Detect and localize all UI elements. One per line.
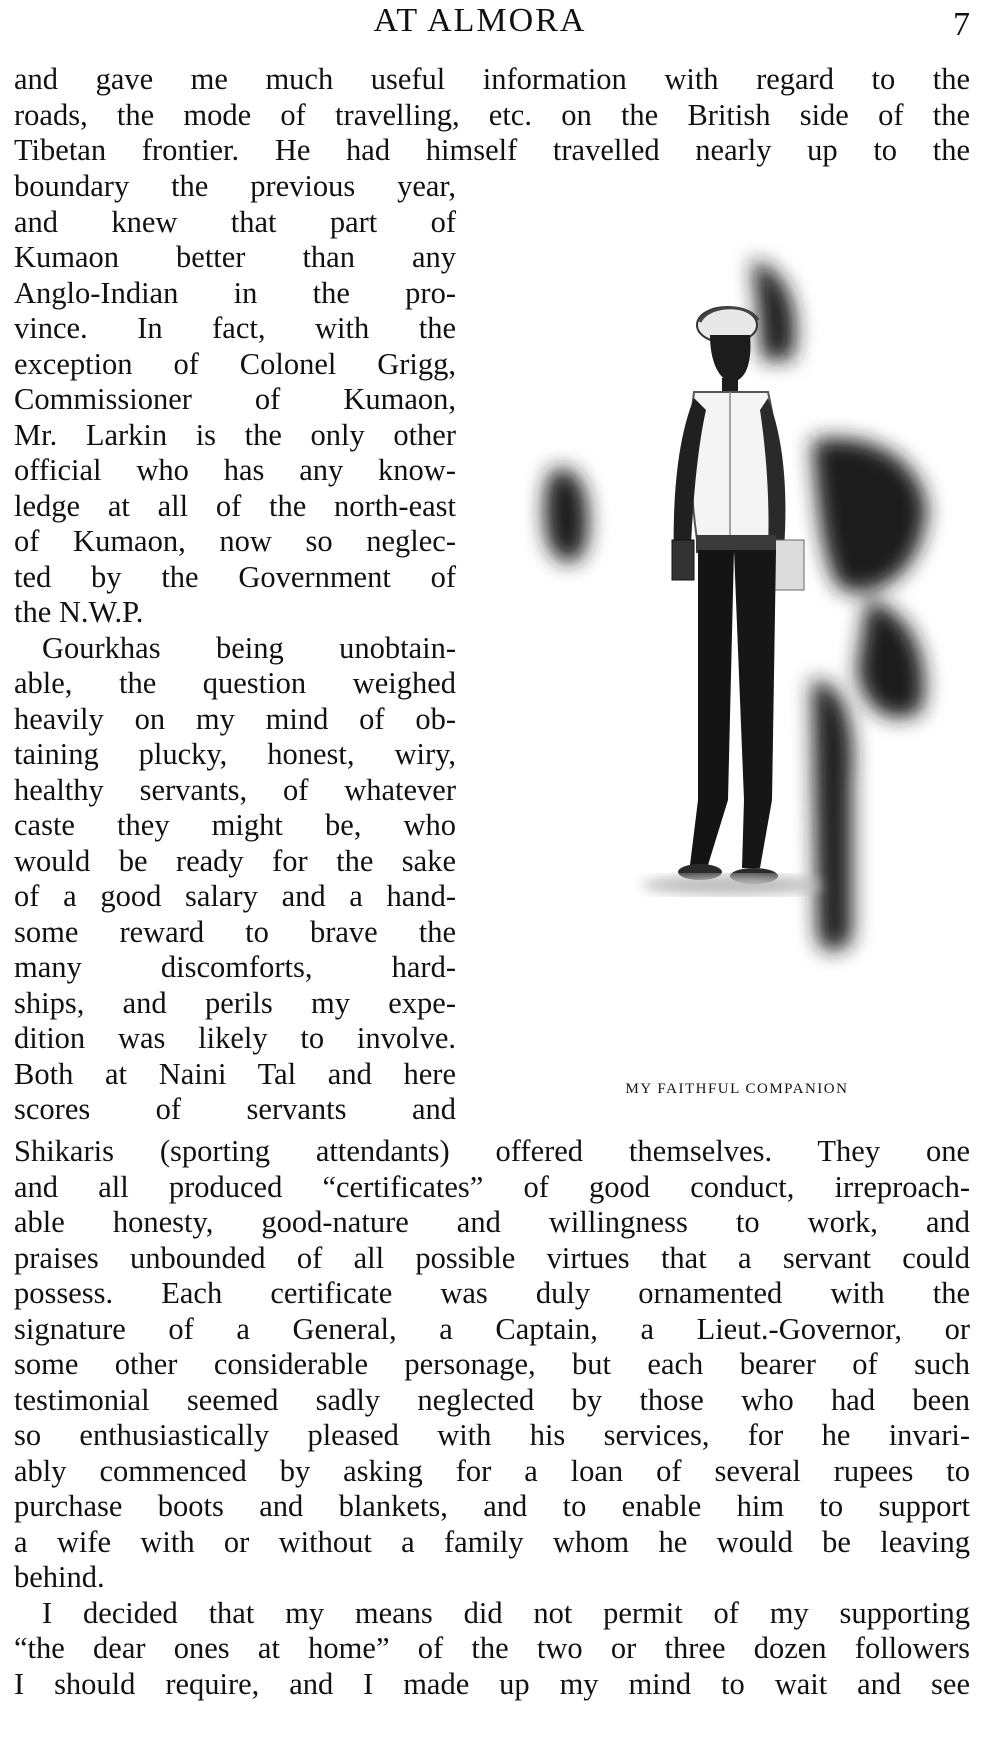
- text-line: vince. In fact, with the: [14, 311, 456, 345]
- figure-caption: MY FAITHFUL COMPANION: [625, 1081, 849, 1097]
- text-line: Tibetan frontier. He had himself travelled nearly up to the: [14, 133, 970, 167]
- left-column-text: [14, 169, 456, 1128]
- text-line: I should require, and I made up my mind to wait and see: [14, 1666, 970, 1701]
- text-line: Mr. Larkin is the only other: [14, 417, 456, 452]
- text-line: behind.: [14, 1560, 105, 1594]
- bottom-paragraph: [14, 1134, 970, 1702]
- text-line: and knew that part of: [14, 204, 456, 239]
- text-line: scores of servants and: [14, 1092, 456, 1126]
- page-header: [0, 2, 1000, 46]
- page-number: 7: [953, 6, 970, 43]
- text-line: Shikaris (sporting attendants) offered themselves. They one: [14, 1134, 970, 1168]
- text-line: ted by the Government of: [14, 559, 456, 594]
- standing-man: [672, 307, 804, 884]
- text-line: able honesty, good-nature and willingness to work, and: [14, 1205, 970, 1239]
- text-line: healthy servants, of whatever: [14, 772, 456, 807]
- text-line: taining plucky, honest, wiry,: [14, 737, 456, 771]
- text-line: so enthusiastically pleased with his services, for he invari-: [14, 1418, 970, 1452]
- text-line: of a good salary and a hand-: [14, 879, 456, 913]
- text-line: many discomforts, hard-: [14, 950, 456, 984]
- text-line: and all produced “certificates” of good conduct, irreproach-: [14, 1169, 970, 1204]
- text-line: purchase boots and blankets, and to enable him to support: [14, 1489, 970, 1523]
- text-line: of Kumaon, now so neglec-: [14, 524, 456, 558]
- figure-photograph: [522, 240, 952, 1040]
- top-paragraph: [14, 62, 970, 169]
- text-line: would be ready for the sake: [14, 843, 456, 878]
- text-line: ably commenced by asking for a loan of several rupees to: [14, 1453, 970, 1488]
- text-line: exception of Colonel Grigg,: [14, 346, 456, 381]
- text-line: signature of a General, a Captain, a Lieut.-Governor, or: [14, 1311, 970, 1346]
- text-line: the N.W.P.: [14, 595, 144, 629]
- running-title: AT ALMORA: [373, 2, 587, 39]
- text-line: dition was likely to involve.: [14, 1021, 456, 1055]
- text-line: some other considerable personage, but each bearer of such: [14, 1347, 970, 1381]
- text-line: boundary the previous year,: [14, 169, 456, 203]
- standing-man-photo-icon: [522, 240, 952, 1040]
- text-line: “the dear ones at home” of the two or three dozen followers: [14, 1631, 970, 1665]
- text-line: I decided that my means did not permit of my supporting: [42, 1595, 970, 1630]
- text-line: official who has any know-: [14, 453, 456, 487]
- text-line: a wife with or without a family whom he would be leaving: [14, 1524, 970, 1559]
- text-line: Kumaon better than any: [14, 240, 456, 274]
- text-line: and gave me much useful information with regard to the: [14, 62, 970, 96]
- text-line: Gourkhas being unobtain-: [42, 630, 456, 665]
- text-line: Both at Naini Tal and here: [14, 1056, 456, 1091]
- text-line: Anglo-Indian in the pro-: [14, 275, 456, 310]
- text-line: heavily on my mind of ob-: [14, 701, 456, 736]
- text-line: ledge at all of the north-east: [14, 488, 456, 523]
- text-line: ships, and perils my expe-: [14, 985, 456, 1020]
- text-line: some reward to brave the: [14, 914, 456, 949]
- text-line: testimonial seemed sadly neglected by those who had been: [14, 1382, 970, 1417]
- text-line: praises unbounded of all possible virtues that a servant could: [14, 1240, 970, 1275]
- text-line: caste they might be, who: [14, 808, 456, 842]
- text-line: possess. Each certificate was duly ornamented with the: [14, 1276, 970, 1310]
- text-line: able, the question weighed: [14, 666, 456, 700]
- text-line: roads, the mode of travelling, etc. on the British side of the: [14, 97, 970, 132]
- text-line: Commissioner of Kumaon,: [14, 382, 456, 416]
